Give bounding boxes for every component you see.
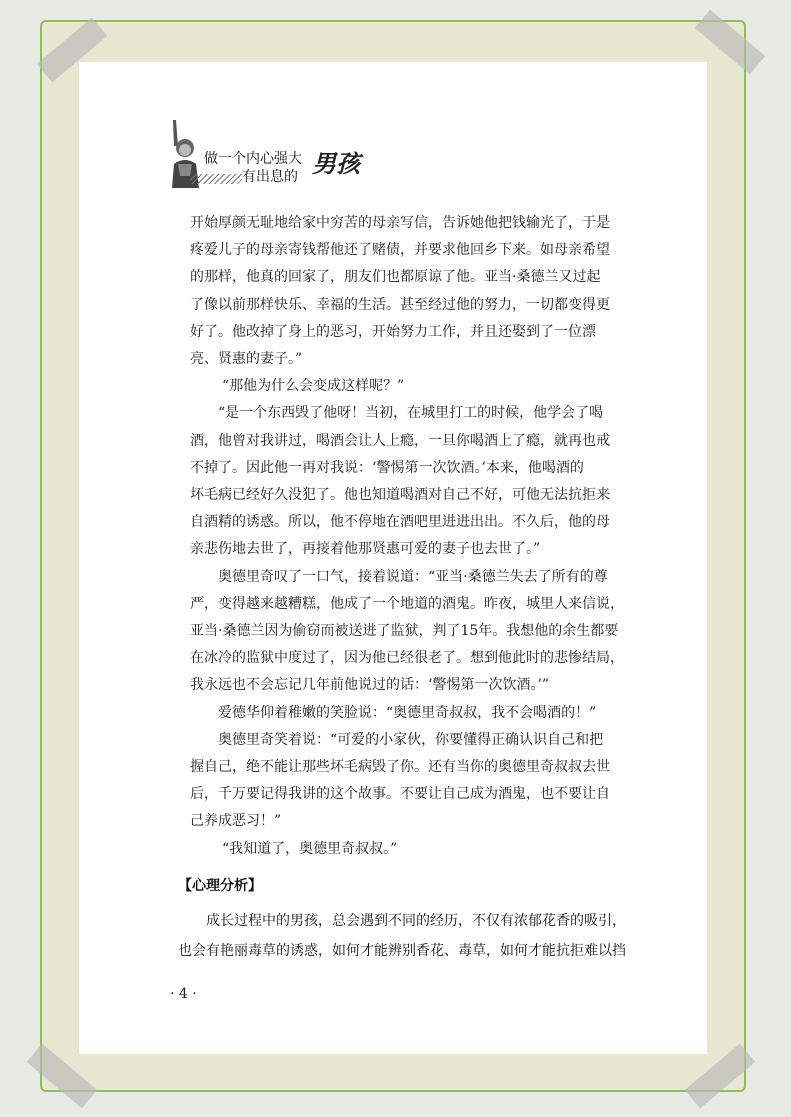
book-header (160, 118, 380, 190)
text-line: 严，变得越来越糟糕，他成了一个地道的酒鬼。昨夜，城里人来信说， (190, 595, 624, 612)
text-line: 在冰冷的监狱中度过了，因为他已经很老了。想到他此时的悲惨结局， (190, 650, 624, 667)
text-line: 亮、贤惠的妻子。” (190, 351, 303, 368)
text-line: 酒，他曾对我讲过，喝酒会让人上瘾，一旦你喝酒上了瘾，就再也戒 (190, 432, 610, 449)
text-line: 奥德里奇笑着说：“可爱的小家伙，你要懂得正确认识自己和把 (218, 731, 604, 748)
text-line: 己养成恶习！” (190, 813, 282, 830)
text-line: 好了。他改掉了身上的恶习，开始努力工作，并且还娶到了一位漂 (190, 323, 596, 340)
header-title-line2: 有出息的 (242, 169, 298, 185)
text-line: “我知道了，奥德里奇叔叔。” (222, 840, 398, 857)
text-line: 不掉了。因此他一再对我说：‘警惕第一次饮酒。’本来，他喝酒的 (190, 459, 584, 476)
page-number: · 4 · (170, 986, 197, 1002)
text-line: 爱德华仰着稚嫩的笑脸说：“奥德里奇叔叔，我不会喝酒的！” (218, 704, 597, 721)
header-title-emphasis: 男孩 (312, 149, 360, 178)
text-line: “是一个东西毁了他呀！当初，在城里打工的时候，他学会了喝 (218, 405, 604, 422)
text-line: 后，千万要记得我讲的这个故事。不要让自己成为酒鬼，也不要让自 (190, 786, 610, 803)
text-line: 疼爱儿子的母亲寄钱帮他还了赌债，并要求他回乡下来。如母亲希望 (190, 242, 610, 259)
analysis-line: 成长过程中的男孩，总会遇到不同的经历，不仅有浓郁花香的吸引， (206, 913, 626, 929)
text-line: 奥德里奇叹了一口气，接着说道：“亚当·桑德兰失去了所有的尊 (218, 568, 608, 585)
analysis-title: 【心理分析】 (178, 878, 262, 894)
text-line: “那他为什么会变成这样呢？” (222, 378, 405, 395)
analysis-line: 也会有艳丽毒草的诱惑，如何才能辨别香花、毒草，如何才能抗拒难以挡 (178, 943, 626, 959)
text-line: 亚当·桑德兰因为偷窃而被送进了监狱，判了15年。我想他的余生都要 (190, 623, 619, 640)
story-text (190, 210, 660, 863)
text-line: 了像以前那样快乐、幸福的生活。甚至经过他的努力，一切都变得更 (190, 296, 610, 313)
text-line: 自酒精的诱惑。所以，他不停地在酒吧里进进出出。不久后，他的母 (190, 514, 610, 531)
text-line: 坏毛病已经好久没犯了。他也知道喝酒对自己不好，可他无法抗拒来 (190, 487, 610, 504)
analysis-section (178, 874, 668, 966)
text-line: 开始厚颜无耻地给家中穷苦的母亲写信，告诉她他把钱输光了，于是 (190, 215, 610, 231)
header-title-line1: 做一个内心强大 (204, 151, 302, 167)
text-line: 亲悲伤地去世了，再接着他那贤惠可爱的妻子也去世了。” (190, 541, 541, 558)
header-hatch (190, 174, 242, 184)
story-paragraph (190, 210, 660, 863)
text-line: 的那样，他真的回家了，朋友们也都原谅了他。亚当·桑德兰又过起 (190, 269, 601, 286)
text-line: 我永远也不会忘记几年前他说过的话：‘警惕第一次饮酒。’” (190, 677, 550, 694)
text-line: 握自己，绝不能让那些坏毛病毁了你。还有当你的奥德里奇叔叔去世 (190, 759, 610, 776)
